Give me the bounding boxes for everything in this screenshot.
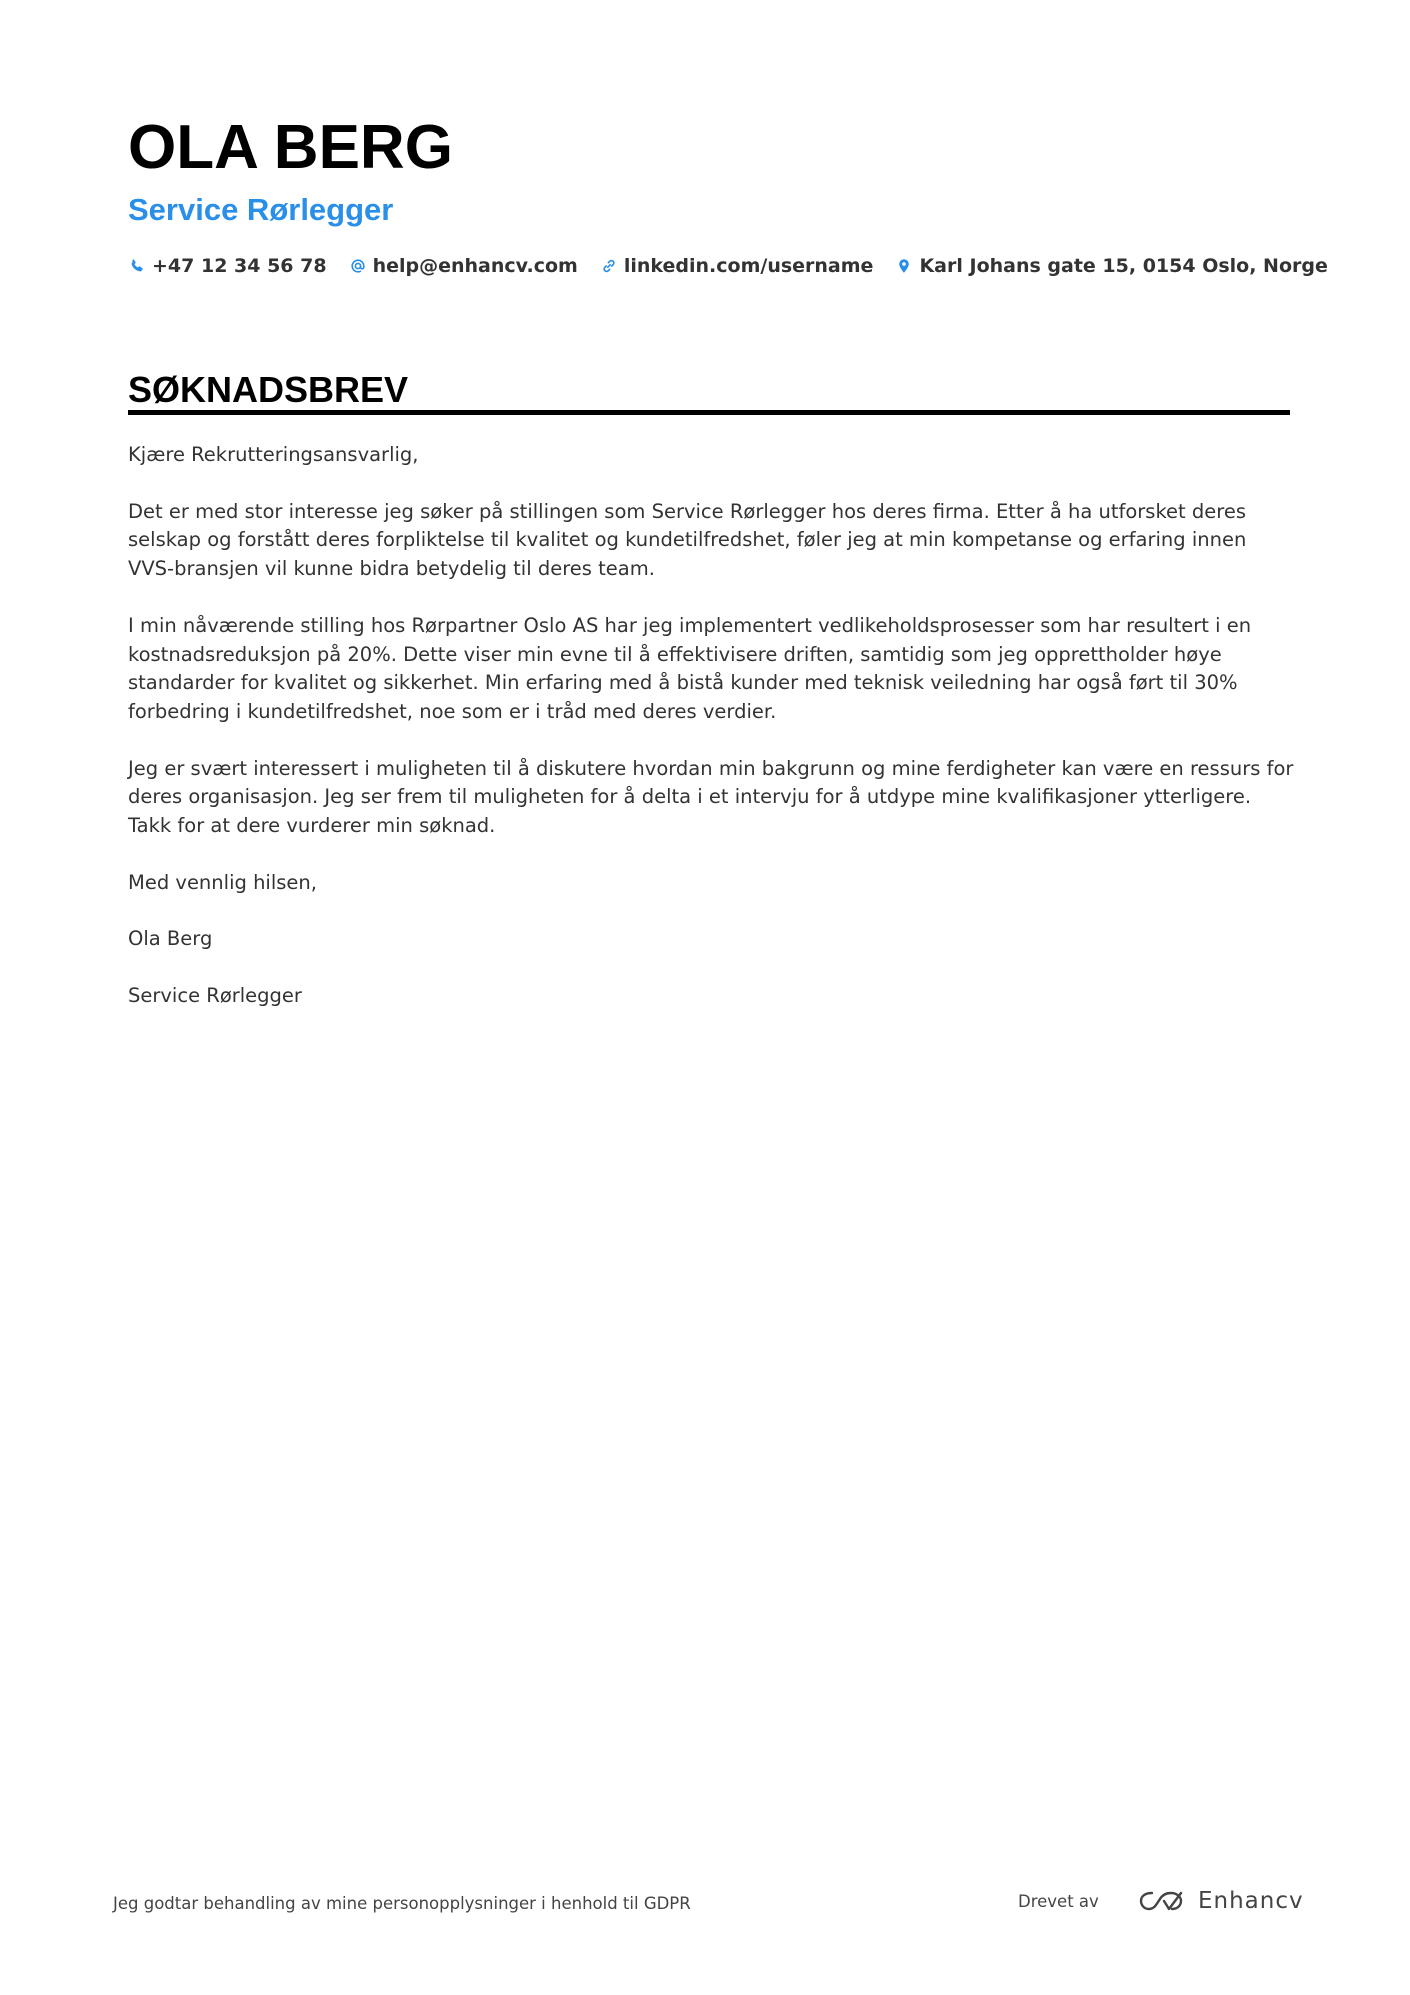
section-divider [128,410,1290,415]
contact-info-row [128,252,1350,280]
phone-icon [128,257,146,275]
powered-by-label: Drevet av [1018,1892,1099,1911]
enhancv-logo-icon [1138,1888,1186,1914]
signature-title: Service Rørlegger [128,984,302,1008]
letter-paragraph: Det er med stor interesse jeg søker på stillingen som Service Rørlegger hos deres firma. Etter å ha utforsket deres selskap og forstått deres forpliktelse til kvalitet og kundetilfredshet, føler jeg at min kompetanse og erfaring innen VVS-bransjen vil kunne bidra betydelig til deres team. [128,499,1247,581]
signature-name: Ola Berg [128,927,213,951]
contact-phone-text: +47 12 34 56 78 [152,255,327,277]
applicant-name: OLA BERG [128,113,453,182]
letter-paragraph: Jeg er svært interessert i muligheten til å diskutere hvordan min bakgrunn og mine ferdigheter kan være en ressurs for deres organisasjon. Jeg ser frem til muligheten for å delta i et intervju for å utdype mine kvalifikasjoner ytterligere. Takk for at dere vurderer min søknad. [128,756,1294,838]
section-title: SØKNADSBREV [128,369,409,410]
contact-address-text: Karl Johans gate 15, 0154 Oslo, Norge [919,255,1328,277]
at-icon [349,257,367,275]
enhancv-brand-text: Enhancv [1198,1888,1304,1914]
letter-body [128,441,1298,1039]
enhancv-logo[interactable] [1138,1886,1304,1916]
letter-greeting: Kjære Rekrutteringsansvarlig, [128,443,419,466]
location-pin-icon [895,257,913,275]
contact-email[interactable] [349,252,578,280]
contact-address [895,252,1327,280]
letter-paragraph: I min nåværende stilling hos Rørpartner Oslo AS har jeg implementert vedlikeholdsprosesser som har resultert i en kostnadsreduksjon på 20%. Dette viser min evne til å effektivisere driften, samtidig som jeg opprettholder høye standarder for kvalitet og sikkerhet. Min erfaring med å bistå kunder med teknisk veiledning har også ført til 30% forbedring i kundetilfredshet, noe som er i tråd med deres verdier. [128,613,1252,723]
contact-linkedin[interactable] [600,252,874,280]
link-icon [600,257,618,275]
contact-linkedin-text: linkedin.com/username [623,255,874,277]
contact-phone [128,252,327,280]
applicant-job-title: Service Rørlegger [128,192,394,227]
gdpr-consent-text: Jeg godtar behandling av mine personopplysninger i henhold til GDPR [113,1894,691,1913]
contact-email-text: help@enhancv.com [372,255,578,277]
letter-closing: Med vennlig hilsen, [128,870,317,894]
